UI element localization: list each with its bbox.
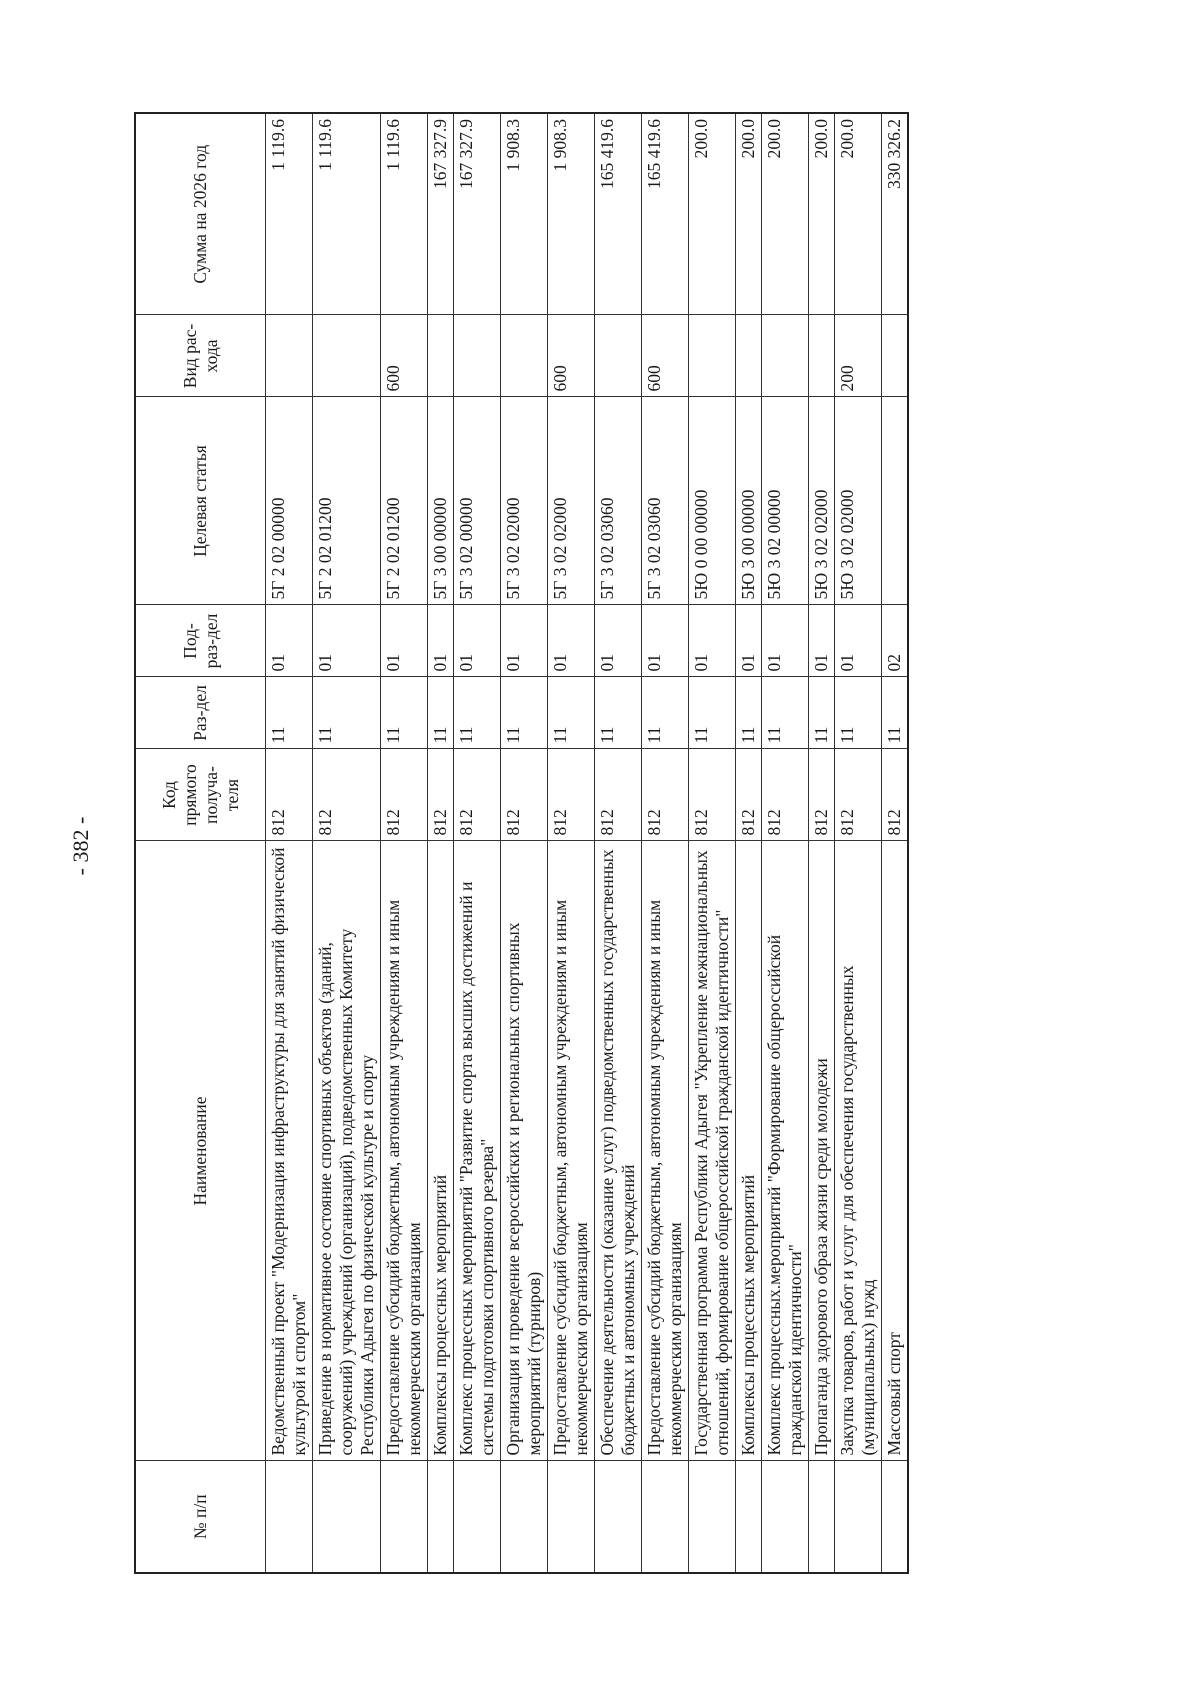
- header-subsection: Под-раз-дел: [135, 605, 266, 677]
- cell-section: 11: [548, 677, 595, 749]
- cell-num: [381, 1461, 428, 1573]
- cell-subsection: 01: [548, 605, 595, 677]
- cell-expense-type: [454, 315, 501, 397]
- header-num: № п/п: [135, 1461, 266, 1573]
- cell-section: 11: [266, 677, 313, 749]
- cell-expense-type: [882, 315, 909, 397]
- cell-expense-type: [266, 315, 313, 397]
- cell-recipient-code: 812: [266, 749, 313, 841]
- cell-recipient-code: 812: [548, 749, 595, 841]
- cell-section: 11: [595, 677, 642, 749]
- cell-target-article: 5Ю 3 02 00000: [762, 397, 809, 605]
- cell-subsection: 01: [642, 605, 689, 677]
- cell-section: 11: [642, 677, 689, 749]
- cell-recipient-code: 812: [642, 749, 689, 841]
- cell-subsection: 01: [762, 605, 809, 677]
- table-row: [595, 113, 642, 1573]
- table-row: [454, 113, 501, 1573]
- cell-expense-type: 200: [835, 315, 882, 397]
- cell-num: [428, 1461, 454, 1573]
- budget-table: [134, 112, 909, 1574]
- table-row: [736, 113, 762, 1573]
- cell-recipient-code: 812: [595, 749, 642, 841]
- cell-target-article: 5Г 2 02 00000: [266, 397, 313, 605]
- cell-expense-type: 600: [642, 315, 689, 397]
- cell-section: 11: [428, 677, 454, 749]
- cell-num: [595, 1461, 642, 1573]
- table-row: [428, 113, 454, 1573]
- table-row: [689, 113, 736, 1573]
- cell-num: [501, 1461, 548, 1573]
- header-target-article: Целевая статья: [135, 397, 266, 605]
- cell-subsection: 01: [501, 605, 548, 677]
- cell-target-article: 5Г 3 02 02000: [501, 397, 548, 605]
- cell-amount: 165 419.6: [642, 113, 689, 315]
- cell-name: Ведомственный проект "Модернизация инфраструктуры для занятий физической культурой и спортом": [266, 841, 313, 1461]
- cell-expense-type: [313, 315, 381, 397]
- cell-name: Организация и проведение всероссийских и региональных спортивных мероприятий (турниров): [501, 841, 548, 1461]
- cell-num: [809, 1461, 835, 1573]
- cell-subsection: 01: [736, 605, 762, 677]
- cell-expense-type: [501, 315, 548, 397]
- cell-amount: 200.0: [835, 113, 882, 315]
- cell-amount: 200.0: [762, 113, 809, 315]
- cell-section: 11: [313, 677, 381, 749]
- cell-expense-type: [736, 315, 762, 397]
- cell-amount: 165 419.6: [595, 113, 642, 315]
- cell-num: [642, 1461, 689, 1573]
- cell-recipient-code: 812: [762, 749, 809, 841]
- cell-name: Комплекс процессных.мероприятий "Формирование общероссийской гражданской идентичности": [762, 841, 809, 1461]
- table-row: [501, 113, 548, 1573]
- cell-name: Предоставление субсидий бюджетным, автономным учреждениям и иным некоммерческим организациям: [642, 841, 689, 1461]
- cell-name: Обеспечение деятельности (оказание услуг) подведомственных государственных бюджетных и автономных учреждений: [595, 841, 642, 1461]
- cell-name: Комплексы процессных мероприятий: [736, 841, 762, 1461]
- table-body: [266, 113, 909, 1573]
- cell-name: Предоставление субсидий бюджетным, автономным учреждениям и иным некоммерческим организациям: [381, 841, 428, 1461]
- cell-target-article: 5Ю 0 00 00000: [689, 397, 736, 605]
- cell-expense-type: [689, 315, 736, 397]
- cell-amount: 1 908.3: [501, 113, 548, 315]
- cell-amount: 167 327.9: [428, 113, 454, 315]
- rotated-table-container: [134, 114, 1074, 1574]
- cell-subsection: 01: [266, 605, 313, 677]
- cell-section: 11: [736, 677, 762, 749]
- cell-subsection: 01: [835, 605, 882, 677]
- cell-num: [266, 1461, 313, 1573]
- table-row: [762, 113, 809, 1573]
- cell-subsection: 01: [689, 605, 736, 677]
- cell-amount: 1 119.6: [381, 113, 428, 315]
- cell-name: Пропаганда здорового образа жизни среди молодежи: [809, 841, 835, 1461]
- table-row: [548, 113, 595, 1573]
- header-section: Раз-дел: [135, 677, 266, 749]
- cell-name: Приведение в нормативное состояние спортивных объектов (зданий, сооружений) учреждений (организаций), подведомственных Комитету Республики Адыгея по физической культуре и спорту: [313, 841, 381, 1461]
- cell-recipient-code: 812: [428, 749, 454, 841]
- cell-amount: 1 119.6: [313, 113, 381, 315]
- cell-name: Предоставление субсидий бюджетным, автономным учреждениям и иным некоммерческим организациям: [548, 841, 595, 1461]
- table-row: [642, 113, 689, 1573]
- table-row: [835, 113, 882, 1573]
- cell-target-article: 5Г 3 02 03060: [595, 397, 642, 605]
- cell-expense-type: 600: [548, 315, 595, 397]
- cell-num: [548, 1461, 595, 1573]
- cell-num: [736, 1461, 762, 1573]
- table-row: [313, 113, 381, 1573]
- cell-recipient-code: 812: [882, 749, 909, 841]
- cell-num: [762, 1461, 809, 1573]
- cell-target-article: 5Ю 3 02 02000: [835, 397, 882, 605]
- cell-recipient-code: 812: [689, 749, 736, 841]
- cell-subsection: 02: [882, 605, 909, 677]
- cell-name: Комплексы процессных мероприятий: [428, 841, 454, 1461]
- cell-expense-type: 600: [381, 315, 428, 397]
- cell-name: Закупка товаров, работ и услуг для обеспечения государственных (муниципальных) нужд: [835, 841, 882, 1461]
- cell-subsection: 01: [313, 605, 381, 677]
- cell-num: [454, 1461, 501, 1573]
- cell-amount: 1 119.6: [266, 113, 313, 315]
- cell-expense-type: [595, 315, 642, 397]
- cell-amount: 200.0: [689, 113, 736, 315]
- cell-num: [882, 1461, 909, 1573]
- cell-section: 11: [454, 677, 501, 749]
- cell-num: [689, 1461, 736, 1573]
- cell-expense-type: [762, 315, 809, 397]
- cell-recipient-code: 812: [809, 749, 835, 841]
- cell-target-article: 5Г 3 02 03060: [642, 397, 689, 605]
- cell-target-article: 5Ю 3 02 02000: [809, 397, 835, 605]
- cell-target-article: 5Г 3 02 00000: [454, 397, 501, 605]
- cell-section: 11: [689, 677, 736, 749]
- cell-recipient-code: 812: [835, 749, 882, 841]
- cell-recipient-code: 812: [736, 749, 762, 841]
- header-amount: Сумма на 2026 год: [135, 113, 266, 315]
- cell-target-article: 5Г 2 02 01200: [381, 397, 428, 605]
- page-number: - 382 -: [68, 816, 93, 876]
- cell-subsection: 01: [454, 605, 501, 677]
- cell-amount: 167 327.9: [454, 113, 501, 315]
- table-row: [266, 113, 313, 1573]
- table-row: [809, 113, 835, 1573]
- cell-name: Государственная программа Республики Адыгея "Укрепление межнациональных отношений, формирование общероссийской гражданской идентичности": [689, 841, 736, 1461]
- cell-num: [835, 1461, 882, 1573]
- table-header-row: [135, 113, 266, 1573]
- cell-section: 11: [882, 677, 909, 749]
- cell-target-article: 5Г 3 00 00000: [428, 397, 454, 605]
- cell-amount: 200.0: [736, 113, 762, 315]
- header-expense-type: Вид рас-хода: [135, 315, 266, 397]
- cell-subsection: 01: [809, 605, 835, 677]
- cell-recipient-code: 812: [313, 749, 381, 841]
- cell-num: [313, 1461, 381, 1573]
- cell-subsection: 01: [428, 605, 454, 677]
- header-name: Наименование: [135, 841, 266, 1461]
- cell-amount: 1 908.3: [548, 113, 595, 315]
- cell-amount: 200.0: [809, 113, 835, 315]
- cell-target-article: 5Ю 3 00 00000: [736, 397, 762, 605]
- cell-section: 11: [381, 677, 428, 749]
- cell-recipient-code: 812: [454, 749, 501, 841]
- cell-section: 11: [762, 677, 809, 749]
- cell-subsection: 01: [381, 605, 428, 677]
- cell-expense-type: [428, 315, 454, 397]
- table-row: [381, 113, 428, 1573]
- cell-section: 11: [835, 677, 882, 749]
- cell-section: 11: [809, 677, 835, 749]
- cell-name: Массовый спорт: [882, 841, 909, 1461]
- cell-target-article: 5Г 2 02 01200: [313, 397, 381, 605]
- cell-amount: 330 326.2: [882, 113, 909, 315]
- table-row: [882, 113, 909, 1573]
- cell-expense-type: [809, 315, 835, 397]
- cell-recipient-code: 812: [501, 749, 548, 841]
- cell-recipient-code: 812: [381, 749, 428, 841]
- cell-target-article: 5Г 3 02 02000: [548, 397, 595, 605]
- header-recipient-code: Код прямого получа-теля: [135, 749, 266, 841]
- cell-name: Комплекс процессных мероприятий "Развитие спорта высших достижений и системы подготовки спортивного резерва": [454, 841, 501, 1461]
- cell-section: 11: [501, 677, 548, 749]
- cell-target-article: [882, 397, 909, 605]
- cell-subsection: 01: [595, 605, 642, 677]
